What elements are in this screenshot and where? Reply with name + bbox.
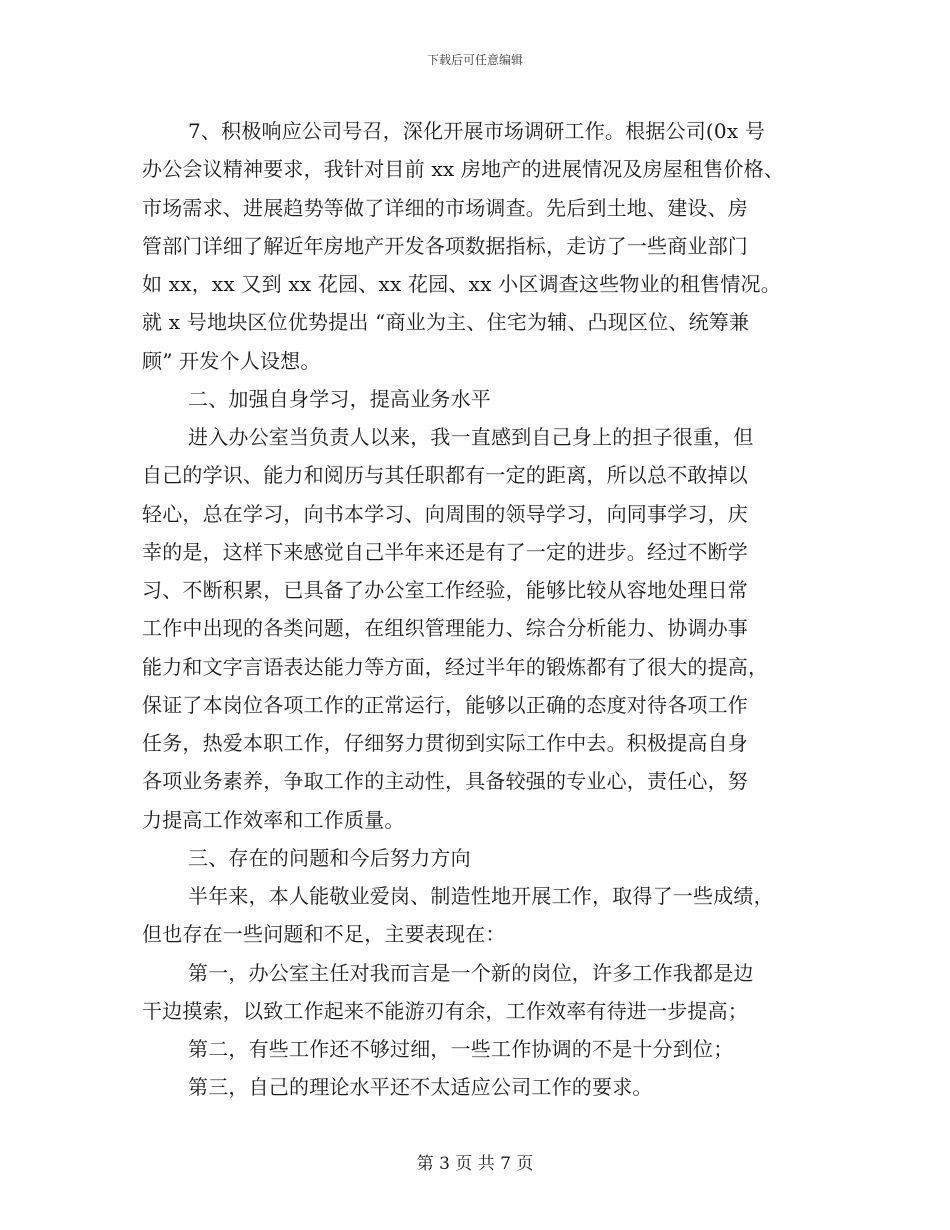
text-line: 保证了本岗位各项工作的正常运行，能够以正确的态度对待各项工作 [142,692,748,717]
text-line: 力提高工作效率和工作质量。 [142,807,405,832]
text-line: 市场需求、进展趋势等做了详细的市场调查。先后到土地、建设、房 [142,195,748,220]
text-line: 如 xx，xx 又到 xx 花园、xx 花园、xx 小区调查这些物业的租售情况。 [142,272,781,296]
text-line: 进入办公室当负责人以来，我一直感到自己身上的担子很重，但 [188,425,754,449]
text-line: 顾” 开发个人设想。 [142,348,321,373]
text-line: 干边摸索，以致工作起来不能游刃有余，工作效率有待进一步提高； [142,998,748,1023]
text-line: 幸的是，这样下来感觉自己半年来还是有了一定的进步。经过不断学 [142,539,748,564]
text-line: 轻心，总在学习，向书本学习、向周围的领导学习，向同事学习，庆 [142,501,748,526]
text-line: 第二，有些工作还不够过细，一些工作协调的不是十分到位； [188,1037,734,1061]
text-line: 各项业务素养，争取工作的主动性，具备较强的专业心，责任心，努 [142,769,748,794]
text-line: 办公会议精神要求，我针对目前 xx 房地产的进展情况及房屋租售价格、 [142,157,785,182]
text-line: 第三，自己的理论水平还不太适应公司工作的要求。 [188,1075,653,1100]
page-header: 下载后可任意编辑 [426,53,523,67]
document-body [142,112,822,1107]
text-line: 习、不断积累，已具备了办公室工作经验，能够比较从容地处理日常 [142,578,748,602]
text-line: 自己的学识、能力和阅历与其任职都有一定的距离，所以总不敢掉以 [142,463,748,488]
text-line: 就 x 号地块区位优势提出 “商业为主、住宅为辅、凸现区位、统筹兼 [142,310,750,335]
text-line: 7、积极响应公司号召，深化开展市场调研工作。根据公司(0x 号 [188,119,766,143]
text-line: 二、加强自身学习，提高业务水平 [188,386,491,411]
text-line: 工作中出现的各类问题，在组织管理能力、综合分析能力、协调办事 [142,616,748,641]
text-line: 半年来，本人能敬业爱岗、制造性地开展工作，取得了一些成绩， [188,884,774,908]
text-line: 但也存在一些问题和不足，主要表现在： [142,922,506,947]
text-line: 三、存在的问题和今后努力方向 [188,845,471,870]
page-number: 第 3 页 共 7 页 [416,1154,534,1174]
text-line: 管部门详细了解近年房地产开发各项数据指标，走访了一些商业部门 [142,233,748,258]
text-line: 第一，办公室主任对我而言是一个新的岗位，许多工作我都是边 [188,960,754,985]
text-line: 任务，热爱本职工作，仔细努力贯彻到实际工作中去。积极提高自身 [142,731,748,755]
text-line: 能力和文字言语表达能力等方面，经过半年的锻炼都有了很大的提高， [142,654,769,679]
